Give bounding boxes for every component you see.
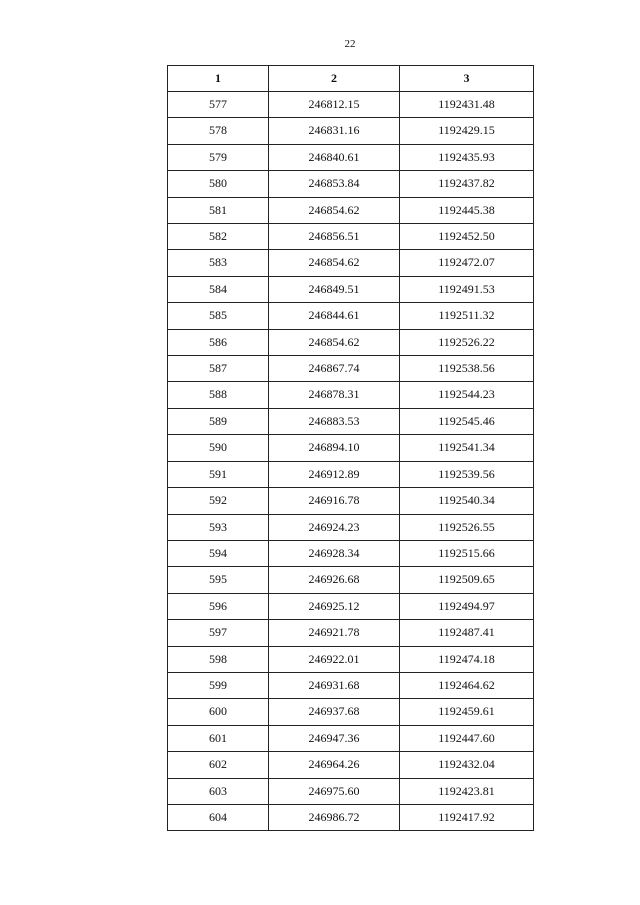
table-row [168, 778, 534, 804]
point-number-cell: 593 [168, 514, 269, 540]
table-row [168, 514, 534, 540]
x-coordinate-cell: 246986.72 [269, 804, 400, 830]
y-coordinate-cell: 1192472.07 [400, 250, 534, 276]
point-number-cell: 584 [168, 276, 269, 302]
x-coordinate-cell: 246844.61 [269, 303, 400, 329]
y-coordinate-cell: 1192509.65 [400, 567, 534, 593]
y-coordinate-cell: 1192452.50 [400, 224, 534, 250]
y-coordinate-cell: 1192511.32 [400, 303, 534, 329]
x-coordinate-cell: 246931.68 [269, 672, 400, 698]
x-coordinate-cell: 246840.61 [269, 144, 400, 170]
column-header-1: 1 [168, 66, 269, 92]
y-coordinate-cell: 1192429.15 [400, 118, 534, 144]
y-coordinate-cell: 1192544.23 [400, 382, 534, 408]
y-coordinate-cell: 1192474.18 [400, 646, 534, 672]
table-row [168, 329, 534, 355]
y-coordinate-cell: 1192539.56 [400, 461, 534, 487]
y-coordinate-cell: 1192432.04 [400, 752, 534, 778]
x-coordinate-cell: 246975.60 [269, 778, 400, 804]
point-number-cell: 577 [168, 92, 269, 118]
y-coordinate-cell: 1192447.60 [400, 725, 534, 751]
y-coordinate-cell: 1192459.61 [400, 699, 534, 725]
point-number-cell: 582 [168, 224, 269, 250]
y-coordinate-cell: 1192437.82 [400, 171, 534, 197]
x-coordinate-cell: 246878.31 [269, 382, 400, 408]
point-number-cell: 604 [168, 804, 269, 830]
table-body [168, 92, 534, 831]
header-row [168, 66, 534, 92]
x-coordinate-cell: 246921.78 [269, 620, 400, 646]
x-coordinate-cell: 246812.15 [269, 92, 400, 118]
point-number-cell: 602 [168, 752, 269, 778]
x-coordinate-cell: 246926.68 [269, 567, 400, 593]
point-number-cell: 585 [168, 303, 269, 329]
coordinates-table [167, 65, 534, 831]
x-coordinate-cell: 246937.68 [269, 699, 400, 725]
table-row [168, 408, 534, 434]
x-coordinate-cell: 246928.34 [269, 540, 400, 566]
y-coordinate-cell: 1192417.92 [400, 804, 534, 830]
table-row [168, 171, 534, 197]
point-number-cell: 600 [168, 699, 269, 725]
column-header-3: 3 [400, 66, 534, 92]
point-number-cell: 603 [168, 778, 269, 804]
x-coordinate-cell: 246867.74 [269, 356, 400, 382]
y-coordinate-cell: 1192526.55 [400, 514, 534, 540]
y-coordinate-cell: 1192431.48 [400, 92, 534, 118]
y-coordinate-cell: 1192541.34 [400, 435, 534, 461]
table-row [168, 356, 534, 382]
y-coordinate-cell: 1192487.41 [400, 620, 534, 646]
table-row [168, 224, 534, 250]
point-number-cell: 583 [168, 250, 269, 276]
table-row [168, 118, 534, 144]
point-number-cell: 588 [168, 382, 269, 408]
table-row [168, 804, 534, 830]
point-number-cell: 587 [168, 356, 269, 382]
y-coordinate-cell: 1192491.53 [400, 276, 534, 302]
point-number-cell: 579 [168, 144, 269, 170]
table-row [168, 144, 534, 170]
x-coordinate-cell: 246925.12 [269, 593, 400, 619]
point-number-cell: 594 [168, 540, 269, 566]
point-number-cell: 586 [168, 329, 269, 355]
y-coordinate-cell: 1192515.66 [400, 540, 534, 566]
table-row [168, 672, 534, 698]
x-coordinate-cell: 246849.51 [269, 276, 400, 302]
x-coordinate-cell: 246964.26 [269, 752, 400, 778]
y-coordinate-cell: 1192540.34 [400, 488, 534, 514]
point-number-cell: 596 [168, 593, 269, 619]
x-coordinate-cell: 246854.62 [269, 250, 400, 276]
point-number-cell: 598 [168, 646, 269, 672]
table-row [168, 197, 534, 223]
table-row [168, 540, 534, 566]
point-number-cell: 601 [168, 725, 269, 751]
y-coordinate-cell: 1192494.97 [400, 593, 534, 619]
y-coordinate-cell: 1192423.81 [400, 778, 534, 804]
table-row [168, 435, 534, 461]
y-coordinate-cell: 1192435.93 [400, 144, 534, 170]
x-coordinate-cell: 246831.16 [269, 118, 400, 144]
table-row [168, 382, 534, 408]
y-coordinate-cell: 1192464.62 [400, 672, 534, 698]
point-number-cell: 592 [168, 488, 269, 514]
table-row [168, 276, 534, 302]
table-row [168, 752, 534, 778]
point-number-cell: 591 [168, 461, 269, 487]
y-coordinate-cell: 1192538.56 [400, 356, 534, 382]
table-row [168, 303, 534, 329]
table-row [168, 461, 534, 487]
point-number-cell: 595 [168, 567, 269, 593]
table-row [168, 620, 534, 646]
table-row [168, 646, 534, 672]
x-coordinate-cell: 246853.84 [269, 171, 400, 197]
x-coordinate-cell: 246883.53 [269, 408, 400, 434]
y-coordinate-cell: 1192545.46 [400, 408, 534, 434]
x-coordinate-cell: 246854.62 [269, 329, 400, 355]
x-coordinate-cell: 246916.78 [269, 488, 400, 514]
x-coordinate-cell: 246912.89 [269, 461, 400, 487]
table-row [168, 593, 534, 619]
point-number-cell: 581 [168, 197, 269, 223]
table-row [168, 567, 534, 593]
table-row [168, 725, 534, 751]
column-header-2: 2 [269, 66, 400, 92]
x-coordinate-cell: 246922.01 [269, 646, 400, 672]
point-number-cell: 590 [168, 435, 269, 461]
table-row [168, 488, 534, 514]
x-coordinate-cell: 246924.23 [269, 514, 400, 540]
x-coordinate-cell: 246947.36 [269, 725, 400, 751]
table-row [168, 250, 534, 276]
table-header [168, 66, 534, 92]
point-number-cell: 599 [168, 672, 269, 698]
y-coordinate-cell: 1192445.38 [400, 197, 534, 223]
y-coordinate-cell: 1192526.22 [400, 329, 534, 355]
table-row [168, 92, 534, 118]
x-coordinate-cell: 246894.10 [269, 435, 400, 461]
page-number: 22 [344, 38, 356, 50]
point-number-cell: 597 [168, 620, 269, 646]
table-row [168, 699, 534, 725]
point-number-cell: 580 [168, 171, 269, 197]
point-number-cell: 589 [168, 408, 269, 434]
x-coordinate-cell: 246856.51 [269, 224, 400, 250]
point-number-cell: 578 [168, 118, 269, 144]
x-coordinate-cell: 246854.62 [269, 197, 400, 223]
